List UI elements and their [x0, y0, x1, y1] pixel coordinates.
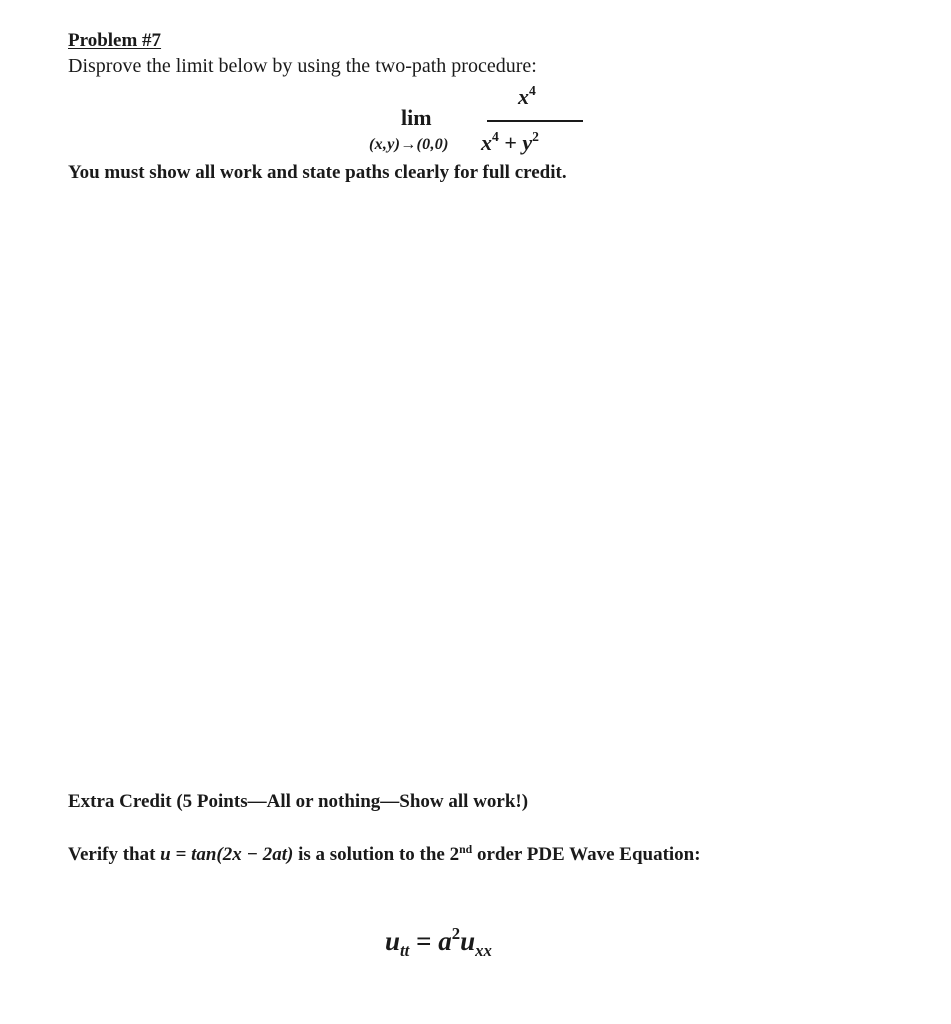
limit-operator: lim — [401, 105, 432, 130]
fraction-numerator — [518, 84, 536, 110]
extra-credit-title: Extra Credit (5 Points—All or nothing—Show all work!) — [68, 791, 529, 812]
denominator-term-b-exponent: 2 — [532, 129, 539, 145]
eq-rhs-subscript: xx — [475, 940, 492, 960]
eq-lhs-subscript: tt — [400, 940, 410, 960]
eq-equals: = — [409, 926, 439, 956]
denominator-term-a-base: x — [481, 130, 492, 155]
eq-lhs-base: u — [385, 926, 401, 956]
fraction-denominator — [481, 130, 539, 156]
verify-ordinal-suffix: nd — [459, 842, 473, 856]
verify-statement — [68, 844, 701, 866]
eq-coefficient-exponent: 2 — [451, 924, 461, 944]
eq-rhs-base: u — [460, 926, 476, 956]
verify-suffix: order PDE Wave Equation: — [472, 844, 701, 865]
wave-equation — [385, 924, 492, 960]
denominator-term-a-exponent: 4 — [492, 129, 499, 145]
problem-description: Disprove the limit below by using the two-path procedure: — [68, 55, 537, 77]
numerator-base: x — [518, 84, 529, 109]
fraction-bar — [487, 120, 583, 122]
denominator-plus: + — [498, 130, 523, 155]
verify-mid: is a solution to the 2 — [293, 844, 460, 865]
verify-function: u = tan(2x − 2at) — [160, 844, 294, 865]
denominator-term-b-base: y — [522, 130, 533, 155]
credit-requirement: You must show all work and state paths clearly for full credit. — [68, 162, 567, 183]
numerator-exponent: 4 — [529, 83, 536, 99]
problem-title: Problem #7 — [68, 30, 162, 51]
verify-prefix: Verify that — [68, 844, 161, 865]
eq-coefficient-base: a — [438, 926, 452, 956]
limit-subscript: (x,y)→(0,0) — [369, 136, 449, 153]
